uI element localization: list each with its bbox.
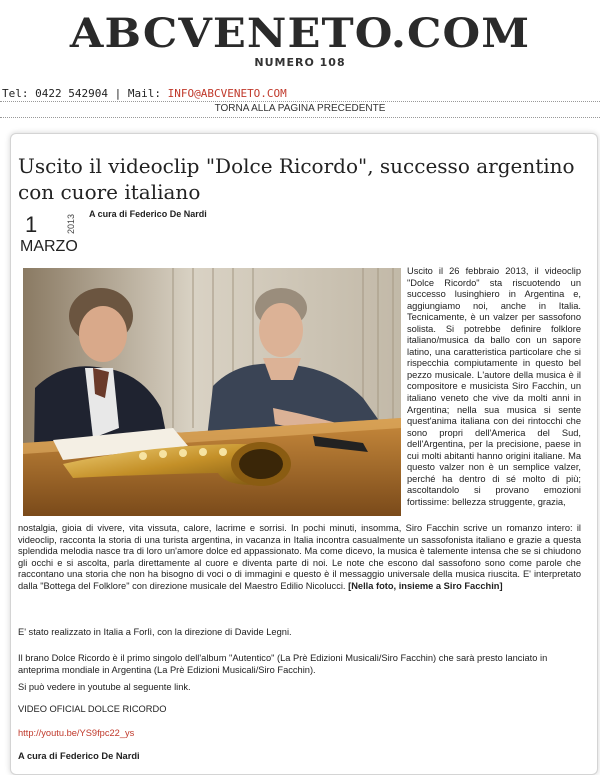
contact-bar [2, 87, 287, 100]
photo-caption: [Nella foto, insieme a Siro Facchin] [348, 580, 503, 591]
contact-separator: | [114, 87, 122, 100]
article-body [18, 523, 581, 592]
mail-link[interactable]: INFO@ABCVENETO.COM [167, 87, 287, 100]
divider-bottom [0, 117, 600, 118]
divider-top [0, 101, 600, 102]
photo-illustration [23, 268, 401, 516]
phone-number: Tel: 0422 542904 [2, 87, 108, 100]
video-title: VIDEO OFICIAL DOLCE RICORDO [18, 704, 167, 714]
article-title: Uscito il videoclip "Dolce Ricordo", successo argentino con cuore italiano [18, 154, 575, 204]
performer-text: E' interpretato dalla "Bottega del Folklore" con direzione musicale del Maestro Edilio Nicolucci. [18, 569, 581, 591]
footer-byline: A cura di Federico De Nardi [18, 751, 140, 761]
article-intro-column: Uscito il 26 febbraio 2013, il videoclip "Dolce Ricordo" sta riscuotendo un successo lusinghiero in Argentina e, aggiungiamo noi, anche in Italia. Tecnicamente, è un valzer per sassofono solista. Si potrebbe definire folklore italiano/musica da ballo con un sapore latino, una caratteristica particolare che si rispecchia compiutamente in questo bel pezzo musicale. L'autore della musica è il compositore e musicista Siro Facchin, un italiano veneto che vive da molti anni in Argentina; nella sua musica si sente quest'anima italiana con dei rintocchi che sono propri dell'America del Sud, dell'Argentina, per la precisione, paese in cui molti abitanti hanno origini italiane. Ma questo valzer non è un semplice valzer, perché ha dentro di sé molto di più; ascoltandolo si provano emozioni fortissime: bellezza struggente, grazia, [407, 266, 581, 507]
mail-label: Mail: [127, 87, 161, 100]
youtube-paragraph: Si può vedere in youtube al seguente link. [18, 682, 191, 692]
body-paragraph: nostalgia, gioia di vivere, vita vissuta, calore, lacrime e sorrisi. In pochi minuti, insomma, Siro Facchin scrive un romanzo intero: il videoclip, racconta la storia di una turista argentina, in vacanza in Italia incontra casualmente un sassofonista italiano e grazie a questa splendida melodia nasce tra di loro un'amore dolce ed appassionato. Ma come dicevo, la musica è talemente intensa che se si chiudono gli occhi e si ascolta, parla direttamente al cuore e diventa parte di noi. Le note che escono dal sassofono sono come parole che raccontano una storia che non ha bisogno di voci o di immagini e questo è il messaggio universale della musica riuscita. [18, 523, 581, 579]
date-year: 2013 [66, 214, 76, 235]
back-link[interactable]: TORNA ALLA PAGINA PRECEDENTE [214, 103, 386, 114]
realized-paragraph: E' stato realizzato in Italia a Forlì, con la direzione di Davide Legni. [18, 627, 292, 637]
video-link[interactable]: http://youtu.be/YS9fpc22_ys [18, 728, 135, 738]
article-byline: A cura di Federico De Nardi [89, 209, 207, 219]
article-photo [23, 268, 401, 516]
single-paragraph: Il brano Dolce Ricordo è il primo singolo dell'album "Autentico" (La Prè Edizioni Musicali/Siro Facchin) che sarà presto lanciato in anteprima mondiale in Argentina (La Prè Edizioni Musicali/Siro Facchin). [18, 653, 548, 675]
issue-number: NUMERO 108 [254, 56, 346, 69]
date-day: 1 [25, 212, 38, 237]
site-logo[interactable]: ABCVENETO.COM [69, 10, 531, 57]
date-month: MARZO [20, 238, 78, 255]
